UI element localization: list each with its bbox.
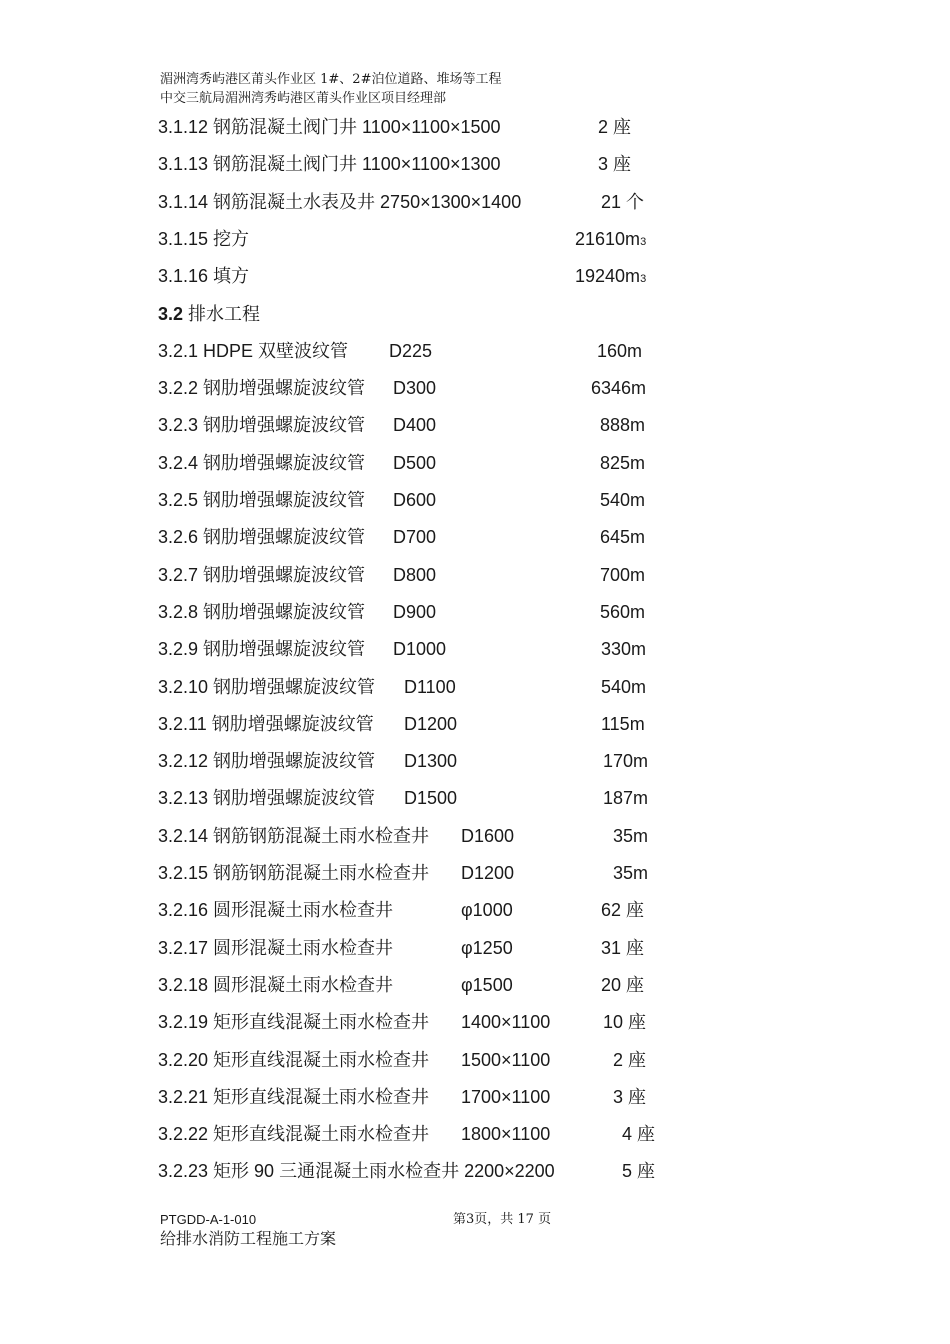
list-item xyxy=(0,264,950,288)
item-quantity xyxy=(601,712,645,736)
section-number: 3.2 xyxy=(158,303,184,324)
quantity-value: 187m xyxy=(603,788,649,809)
item-quantity xyxy=(622,1122,655,1146)
list-item xyxy=(0,302,950,326)
item-description: 3.1.14 钢筋混凝土水表及井 2750×1300×1400 xyxy=(158,191,522,212)
item-spec: D1200 xyxy=(404,713,458,734)
list-item xyxy=(0,637,950,661)
quantity-value: 540m xyxy=(600,490,646,510)
item-description: 3.2.6 钢肋增强螺旋波纹管 xyxy=(158,527,366,548)
list-item xyxy=(0,1122,950,1146)
item-spec: D1600 xyxy=(461,825,515,846)
item-quantity xyxy=(598,115,631,139)
item-quantity xyxy=(601,936,644,960)
footer-document-code: PTGDD-A-1-010 xyxy=(160,1212,257,1227)
item-description: 3.2.2 钢肋增强螺旋波纹管 xyxy=(158,378,366,399)
item-quantity xyxy=(601,973,644,997)
item-spec: D900 xyxy=(393,601,437,622)
quantity-value: 160m xyxy=(597,340,643,361)
item-spec: D800 xyxy=(393,564,437,585)
list-item xyxy=(0,563,950,587)
item-spec: 1700×1100 xyxy=(461,1086,551,1107)
item-quantity xyxy=(622,1159,655,1183)
item-quantity xyxy=(613,1085,646,1109)
quantity-value: 3 座 xyxy=(613,1086,647,1107)
item-spec: 1800×1100 xyxy=(461,1124,551,1145)
quantity-value: 35m xyxy=(613,863,649,883)
item-description: 3.2.11 钢肋增强螺旋波纹管 xyxy=(158,713,374,734)
item-description: 3.2.14 钢筋钢筋混凝土雨水检查井 xyxy=(158,825,430,846)
item-description: 3.2.23 矩形 90 三通混凝土雨水检查井 2200×2200 xyxy=(158,1161,555,1182)
footer-page-number: 第3页，共 17 页 xyxy=(453,1212,552,1227)
list-item xyxy=(0,1159,950,1183)
list-item xyxy=(0,786,950,810)
item-description: 3.2.22 矩形直线混凝土雨水检查井 xyxy=(158,1124,430,1145)
list-item xyxy=(0,675,950,699)
item-quantity xyxy=(613,824,648,848)
item-description: 3.2.21 矩形直线混凝土雨水检查井 xyxy=(158,1086,430,1107)
item-spec: φ1500 xyxy=(461,974,513,995)
list-item xyxy=(0,115,950,139)
item-description: 3.2.4 钢肋增强螺旋波纹管 xyxy=(158,452,366,473)
quantity-value: 330m xyxy=(601,639,647,660)
quantity-value: 10 座 xyxy=(603,1012,647,1033)
quantity-value: 31 座 xyxy=(601,937,645,958)
item-spec: D1500 xyxy=(404,788,458,809)
list-item xyxy=(0,749,950,773)
quantity-value: 20 座 xyxy=(601,974,645,995)
list-item xyxy=(0,525,950,549)
quantity-value: 21610m xyxy=(575,228,641,249)
item-quantity xyxy=(600,451,645,475)
quantity-value: 3 座 xyxy=(598,154,632,175)
item-quantity xyxy=(601,675,646,699)
quantity-value: 888m xyxy=(600,415,646,436)
item-quantity xyxy=(600,600,645,624)
list-item xyxy=(0,1010,950,1034)
item-spec: 1400×1100 xyxy=(461,1012,551,1033)
item-spec: D1200 xyxy=(461,863,515,883)
item-spec: D600 xyxy=(393,490,437,510)
item-spec: D1300 xyxy=(404,751,458,772)
item-description: 3.2.13 钢肋增强螺旋波纹管 xyxy=(158,788,376,809)
item-quantity xyxy=(613,861,648,885)
item-quantity xyxy=(598,152,631,176)
quantity-value: 700m xyxy=(600,564,646,585)
list-item xyxy=(0,488,950,512)
item-description: 3.2.18 圆形混凝土雨水检查井 xyxy=(158,974,394,995)
quantity-value: 645m xyxy=(600,527,646,548)
quantity-value: 5 座 xyxy=(622,1161,656,1182)
item-spec: D1100 xyxy=(404,676,456,697)
item-quantity xyxy=(603,749,648,773)
list-item xyxy=(0,1085,950,1109)
quantity-value: 115m xyxy=(601,713,645,734)
item-description: 3.2.10 钢肋增强螺旋波纹管 xyxy=(158,676,376,697)
list-item xyxy=(0,339,950,363)
item-spec: D700 xyxy=(393,527,437,548)
item-quantity xyxy=(613,1048,646,1072)
item-spec: 1500×1100 xyxy=(461,1049,551,1070)
item-description: 3.2.12 钢肋增强螺旋波纹管 xyxy=(158,751,376,772)
item-spec: D400 xyxy=(393,415,437,436)
list-item xyxy=(0,413,950,437)
list-item xyxy=(0,936,950,960)
item-quantity xyxy=(575,264,646,291)
item-description: 3.1.16 填方 xyxy=(158,266,250,287)
item-description xyxy=(158,302,260,326)
list-item xyxy=(0,600,950,624)
item-description: 3.2.8 钢肋增强螺旋波纹管 xyxy=(158,601,366,622)
quantity-value: 35m xyxy=(613,825,649,846)
item-quantity xyxy=(601,637,646,661)
item-quantity xyxy=(603,1010,646,1034)
section-title: 排水工程 xyxy=(188,303,261,324)
quantity-value: 540m xyxy=(601,676,647,697)
quantity-value: 2 座 xyxy=(598,117,632,137)
item-description: 3.2.5 钢肋增强螺旋波纹管 xyxy=(158,490,366,510)
list-item xyxy=(0,824,950,848)
quantity-value: 6346m xyxy=(591,378,647,399)
list-item xyxy=(0,712,950,736)
item-spec: D300 xyxy=(393,378,437,399)
item-spec: φ1000 xyxy=(461,900,513,921)
item-description: 3.2.20 矩形直线混凝土雨水检查井 xyxy=(158,1049,430,1070)
item-description: 3.2.19 矩形直线混凝土雨水检查井 xyxy=(158,1012,430,1033)
list-item xyxy=(0,451,950,475)
list-item xyxy=(0,898,950,922)
quantity-value: 170m xyxy=(603,751,649,772)
list-item xyxy=(0,973,950,997)
item-spec: D500 xyxy=(393,452,437,473)
list-item xyxy=(0,190,950,214)
quantity-value: 825m xyxy=(600,452,646,473)
item-quantity xyxy=(600,525,645,549)
item-quantity xyxy=(601,898,644,922)
footer-document-title: 给排水消防工程施工方案 xyxy=(160,1229,337,1248)
item-description: 3.2.3 钢肋增强螺旋波纹管 xyxy=(158,415,366,436)
item-description: 3.2.1 HDPE 双壁波纹管 xyxy=(158,340,349,361)
list-item xyxy=(0,1048,950,1072)
item-quantity xyxy=(603,786,648,810)
item-description: 3.2.17 圆形混凝土雨水检查井 xyxy=(158,937,394,958)
unit-exponent: 3 xyxy=(640,273,647,286)
quantity-value: 4 座 xyxy=(622,1124,656,1145)
list-item xyxy=(0,861,950,885)
item-description: 3.2.15 钢筋钢筋混凝土雨水检查井 xyxy=(158,863,430,883)
item-spec: D1000 xyxy=(393,639,447,660)
header-project-name: 湄洲湾秀屿港区莆头作业区 1#、2#泊位道路、堆场等工程 xyxy=(160,72,502,87)
quantity-value: 560m xyxy=(600,601,646,622)
item-description: 3.2.7 钢肋增强螺旋波纹管 xyxy=(158,564,366,585)
item-description: 3.2.9 钢肋增强螺旋波纹管 xyxy=(158,639,366,660)
item-quantity xyxy=(600,488,645,512)
item-quantity xyxy=(600,413,645,437)
unit-exponent: 3 xyxy=(640,235,647,248)
list-item xyxy=(0,376,950,400)
item-description: 3.1.15 挖方 xyxy=(158,228,250,249)
item-spec: φ1250 xyxy=(461,937,513,958)
header-department: 中交三航局湄洲湾秀屿港区莆头作业区项目经理部 xyxy=(160,91,447,106)
list-item xyxy=(0,227,950,251)
item-quantity xyxy=(597,339,642,363)
list-item xyxy=(0,152,950,176)
item-description: 3.1.12 钢筋混凝土阀门井 1100×1100×1500 xyxy=(158,117,501,137)
item-quantity xyxy=(600,563,645,587)
item-description: 3.1.13 钢筋混凝土阀门井 1100×1100×1300 xyxy=(158,154,501,175)
quantity-value: 19240m xyxy=(575,266,641,287)
item-quantity xyxy=(591,376,646,400)
quantity-value: 62 座 xyxy=(601,900,645,921)
item-quantity xyxy=(601,190,644,214)
item-spec: D225 xyxy=(389,340,433,361)
item-description: 3.2.16 圆形混凝土雨水检查井 xyxy=(158,900,394,921)
item-quantity xyxy=(575,227,646,254)
quantity-value: 2 座 xyxy=(613,1049,647,1070)
quantity-value: 21 个 xyxy=(601,191,645,212)
